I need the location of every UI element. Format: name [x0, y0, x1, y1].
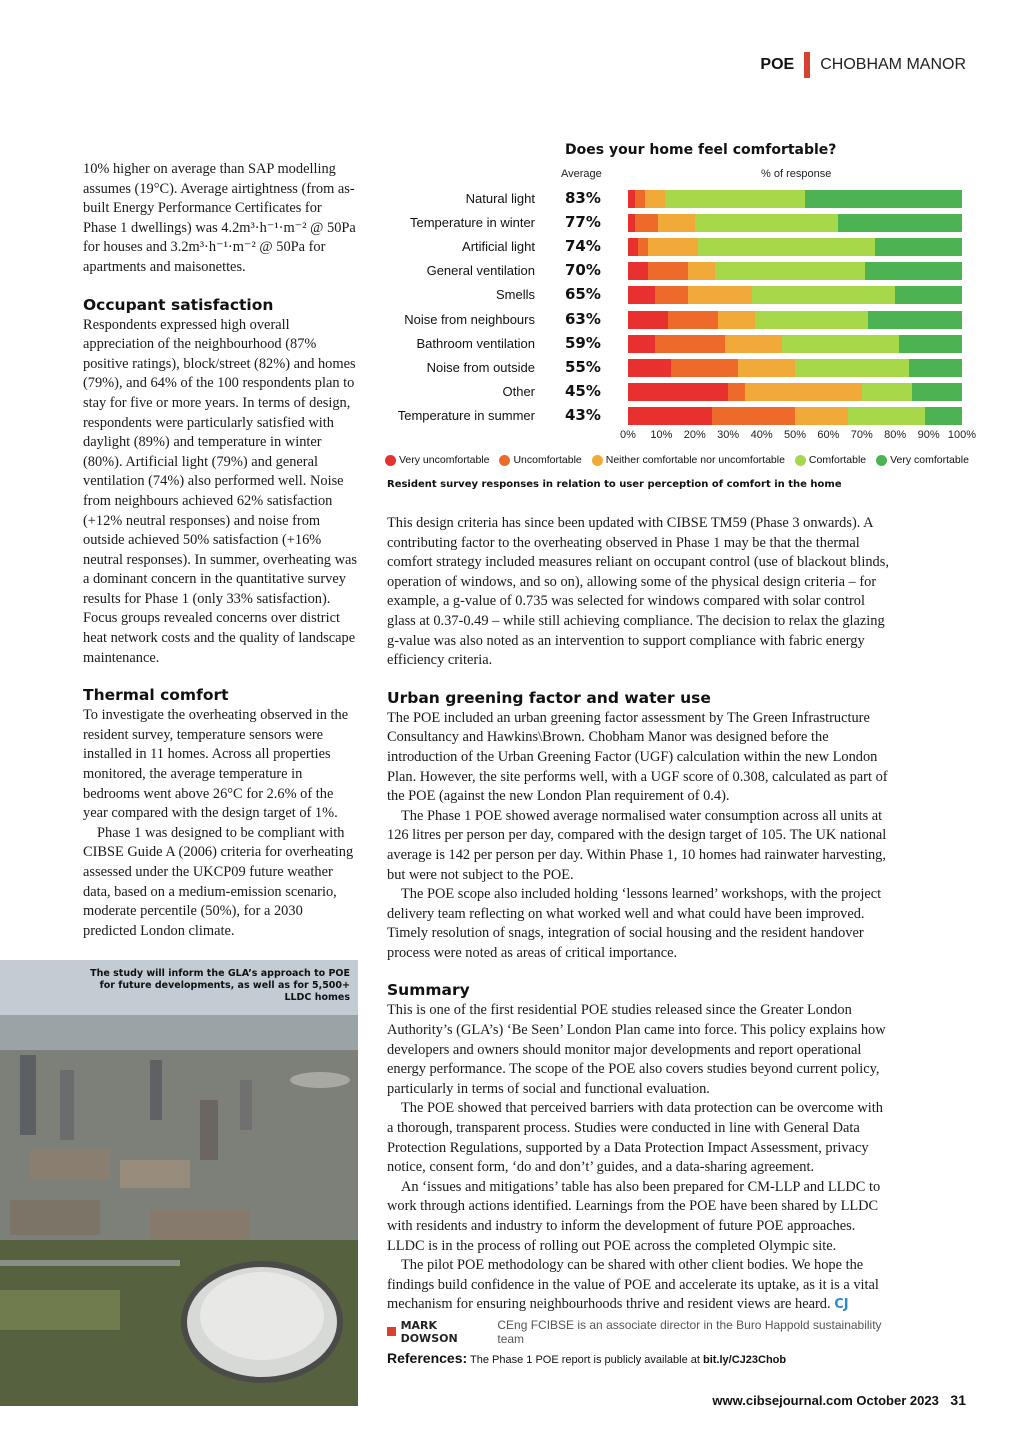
bar-segment — [628, 407, 712, 425]
occupant-paragraph: Respondents expressed high overall appreciation of the neighbourhood (87% positive ratings), block/street (82%) and homes (79%), and 64% of the 100 respondents plan to stay for five or more years. In terms of design, respondents were particularly satisfied with daylight (89%) and temperature in winter (80%). Artificial light (79%) and general ventilation (74%) also performed well. Noise from neighbours achieved 62% satisfaction (+12% neutral responses) and noise from outside achieved 50% satisfaction (+16% neutral responses). In summer, overheating was a dominant concern in the quantitative survey results for Phase 1 (only 33% satisfaction). Focus groups revealed concerns over district heat network costs and the quality of landscape maintenance. — [83, 316, 357, 666]
bar-segment — [655, 335, 725, 353]
stacked-bar — [628, 383, 962, 401]
stacked-bar — [628, 311, 962, 329]
bar-segment — [628, 335, 655, 353]
bar-segment — [628, 238, 638, 256]
legend-item — [795, 454, 866, 466]
heading-urban-greening: Urban greening factor and water use — [387, 688, 711, 707]
bar-segment — [628, 286, 655, 304]
row-average: 65% — [565, 285, 601, 304]
bar-segment — [658, 214, 695, 232]
thermal-paragraph-2: Phase 1 was designed to be compliant with CIBSE Guide A (2006) criteria for overheating assessed under the UKCP09 future weather data, based on a medium-emission scenario, moderate percentile (50%), for a 2030 predicted London climate. — [83, 824, 354, 939]
x-tick-label: 40% — [750, 429, 773, 441]
row-label: Temperature in summer — [397, 407, 535, 423]
design-criteria-paragraph: This design criteria has since been updated with CIBSE TM59 (Phase 3 onwards). A contributing factor to the overheating observed in Phase 1 may be that the thermal comfort strategy included measures reliant on occupant control (use of blackout blinds, operation of windows, and so on), allowing some of the physical design criteria – for example, a g-value of 0.735 was selected for windows compared with solar control glass at 0.37-0.49 – while still achieving compliance. The decision to relax the glazing g-value was also noted as an intervention to support compliance with fabric energy efficiency criteria. — [387, 515, 889, 669]
row-label: General ventilation — [426, 263, 535, 279]
stacked-bar — [628, 286, 962, 304]
page-number: 31 — [950, 1392, 966, 1408]
x-axis-label: % of response — [761, 168, 832, 180]
thermal-paragraph-1: To investigate the overheating observed in the resident survey, temperature sensors were installed in 11 homes. Across all properties monitored, the average temperature in bedrooms went above 26°C for 2.6% of the year compared with the design target of 1%. — [83, 707, 349, 822]
bar-segment — [665, 190, 805, 208]
author-name: MARK DOWSON — [400, 1318, 458, 1345]
bar-segment — [795, 359, 909, 377]
bar-segment — [671, 359, 738, 377]
urban-paragraph-3: The POE scope also included holding ‘lessons learned’ workshops, with the project delivery team reflecting on what worked well and what could have been improved. Timely resolution of snags, integration of social housing and the resident handover process were noted as areas of critical importance. — [387, 886, 882, 961]
footer-site[interactable]: www.cibsejournal.com — [712, 1393, 853, 1408]
legend-swatch — [876, 455, 887, 466]
x-tick-label: 20% — [683, 429, 706, 441]
bar-segment — [868, 311, 962, 329]
legend-item — [499, 454, 581, 466]
row-label: Temperature in winter — [410, 215, 535, 231]
bar-segment — [725, 335, 782, 353]
bar-segment — [848, 407, 925, 425]
photo-caption: The study will inform the GLA’s approach to POE for future developments, as well as for 5,500+ LLDC homes — [90, 968, 350, 1003]
references — [387, 1350, 892, 1366]
article-title: CHOBHAM MANOR — [820, 56, 966, 73]
row-average: 70% — [565, 261, 601, 280]
comfort-chart — [385, 140, 985, 500]
left-column — [83, 160, 357, 941]
legend-label: Comfortable — [808, 454, 867, 466]
legend-label: Neither comfortable nor uncomfortable — [605, 454, 785, 466]
x-tick-label: 80% — [884, 429, 907, 441]
x-tick-label: 70% — [850, 429, 873, 441]
running-header — [760, 52, 966, 78]
aerial-photo — [0, 960, 358, 1406]
references-link[interactable]: bit.ly/CJ23Chob — [702, 1353, 787, 1366]
bar-segment — [645, 190, 665, 208]
end-mark: CJ — [834, 1297, 849, 1313]
bar-segment — [925, 407, 962, 425]
row-average: 83% — [565, 189, 601, 207]
row-label: Artificial light — [462, 239, 535, 255]
legend-swatch — [795, 455, 806, 466]
chart-title: Does your home feel comfortable? — [565, 142, 837, 158]
row-average: 45% — [565, 381, 601, 400]
x-tick-label: 60% — [817, 429, 840, 441]
x-tick-label: 90% — [917, 429, 940, 441]
bar-segment — [715, 262, 865, 280]
bar-segment — [718, 311, 755, 329]
bar-segment — [628, 262, 648, 280]
legend-swatch — [499, 455, 510, 466]
bar-segment — [862, 383, 912, 401]
bar-segment — [909, 359, 962, 377]
section-label: POE — [760, 56, 795, 73]
bar-segment — [838, 214, 962, 232]
bar-segment — [688, 262, 715, 280]
author-description: CEng FCIBSE is an associate director in the Buro Happold sustainability team — [497, 1317, 882, 1346]
references-heading: References: — [387, 1349, 468, 1366]
row-average: 59% — [565, 333, 601, 352]
bar-segment — [782, 335, 899, 353]
bar-segment — [695, 214, 839, 232]
row-average: 74% — [565, 237, 601, 256]
bar-segment — [752, 286, 896, 304]
x-tick-label: 10% — [650, 429, 673, 441]
author-marker — [387, 1327, 396, 1336]
legend-label: Very uncomfortable — [399, 454, 490, 466]
references-text: The Phase 1 POE report is publicly available at — [470, 1353, 700, 1366]
bar-segment — [899, 335, 962, 353]
row-label: Bathroom ventilation — [416, 335, 535, 351]
summary-paragraph-4 — [387, 1256, 892, 1315]
x-tick-label: 50% — [783, 429, 807, 441]
bar-segment — [638, 238, 648, 256]
page-footer — [712, 1392, 966, 1408]
row-average: 43% — [565, 405, 601, 424]
bar-segment — [875, 238, 962, 256]
bar-segment — [635, 190, 645, 208]
x-tick-label: 0% — [620, 429, 636, 441]
aerial-city-illustration — [0, 960, 358, 1406]
legend-item — [876, 454, 969, 466]
stacked-bar — [628, 214, 962, 232]
heading-summary: Summary — [387, 981, 470, 1000]
heading-occupant-satisfaction: Occupant satisfaction — [83, 295, 274, 314]
legend-label: Very comfortable — [890, 454, 969, 466]
summary-paragraph-2: The POE showed that perceived barriers with data protection can be overcome with a thorough, transparent process. Studies were conducted in line with General Data Protection Regulations, supported by a Data Protection Impact Assessment, privacy notice, consent form, ‘do and don’t’ guides, and a data-sharing agreement. — [387, 1100, 883, 1176]
x-tick-label: 30% — [717, 429, 740, 441]
summary-paragraph-3: An ‘issues and mitigations’ table has also been prepared for CM-LLP and LLDC to work through actions identified. Learnings from the POE have been shared by LLDC with residents and industry to inform the development of future POE approaches. LLDC is in the process of rolling out POE across the completed Olympic site. — [387, 1178, 881, 1254]
bar-segment — [738, 359, 795, 377]
row-label: Noise from neighbours — [404, 311, 535, 327]
legend-label: Uncomfortable — [513, 454, 582, 466]
bar-segment — [628, 383, 728, 401]
bar-segment — [628, 311, 668, 329]
bar-segment — [895, 286, 962, 304]
right-column — [387, 514, 892, 1366]
summary-paragraph-4-text: The pilot POE methodology can be shared with other client bodies. We hope the findings build confidence in the value of POE and accelerate its uptake, as it is a vital mechanism for ensuring neighbourhoods thrive and resident views are heard. — [387, 1257, 879, 1313]
row-label: Smells — [495, 287, 535, 303]
average-header: Average — [561, 168, 602, 180]
bar-segment — [635, 214, 658, 232]
bar-segment — [698, 238, 875, 256]
urban-paragraph-1: The POE included an urban greening factor assessment by The Green Infrastructure Consultancy and Hawkins\Brown. Chobham Manor was designed before the introduction of the Urban Greening Factor (UGF) calculation within the new London Plan. However, the site performs well, with a UGF score of 0.308, calculated as part of the POE (against the new London Plan requirement of 0.4). — [387, 709, 888, 805]
stacked-bar — [628, 335, 962, 353]
bar-segment — [688, 286, 751, 304]
author-line — [387, 1318, 892, 1346]
intro-paragraph: 10% higher on average than SAP modelling assumes (19°C). Average airtightness (from as-built Energy Performance Certificates for Phase 1 dwellings) was 4.2m³·h⁻¹·m⁻² @ 50Pa for houses and 3.2m³·h⁻¹·m⁻² @ 50Pa for apartments and maisonettes. — [83, 161, 356, 275]
bar-segment — [912, 383, 962, 401]
bar-segment — [648, 238, 698, 256]
bar-segment — [628, 214, 635, 232]
bar-segment — [745, 383, 862, 401]
x-tick-label: 100% — [947, 429, 977, 441]
summary-paragraph-1: This is one of the first residential POE studies released since the Greater London Authority’s (GLA’s) ‘Be Seen’ London Plan came into force. This policy explains how developers and owners should monitor major developments and report operational energy performance. The scope of the POE also covers studies beyond current policy, particularly in terms of social and functional evaluation. — [387, 1002, 886, 1097]
row-average: 63% — [565, 309, 601, 328]
row-label: Other — [502, 383, 535, 399]
row-label: Noise from outside — [426, 359, 535, 375]
legend-swatch — [385, 455, 396, 466]
row-average: 77% — [565, 213, 601, 232]
footer-issue: October 2023 — [856, 1393, 939, 1408]
header-divider — [804, 52, 810, 78]
bar-segment — [655, 286, 688, 304]
heading-thermal-comfort: Thermal comfort — [83, 686, 229, 705]
stacked-bar — [628, 262, 962, 280]
bar-segment — [628, 190, 635, 208]
bar-segment — [668, 311, 718, 329]
bar-segment — [628, 359, 671, 377]
bar-segment — [755, 311, 869, 329]
stacked-bar — [628, 190, 962, 208]
legend-item — [592, 454, 785, 466]
bar-segment — [712, 407, 796, 425]
urban-paragraph-2: The Phase 1 POE showed average normalised water consumption across all units at 126 litres per person per day, compared with the design target of 105. The UK national average is 142 per person per day. Within Phase 1, 10 homes had rainwater harvesting, but were not subject to the POE. — [387, 807, 887, 883]
legend-item — [385, 454, 489, 466]
row-label: Natural light — [465, 191, 535, 206]
stacked-bar — [628, 359, 962, 377]
legend-swatch — [592, 455, 603, 466]
bar-segment — [865, 262, 962, 280]
bar-segment — [648, 262, 688, 280]
chart-legend — [385, 454, 969, 466]
chart-caption: Resident survey responses in relation to user perception of comfort in the home — [387, 479, 842, 490]
stacked-bar — [628, 407, 962, 425]
bar-segment — [805, 190, 962, 208]
row-average: 55% — [565, 357, 601, 376]
bar-segment — [795, 407, 848, 425]
bar-segment — [728, 383, 745, 401]
stacked-bar — [628, 238, 962, 256]
